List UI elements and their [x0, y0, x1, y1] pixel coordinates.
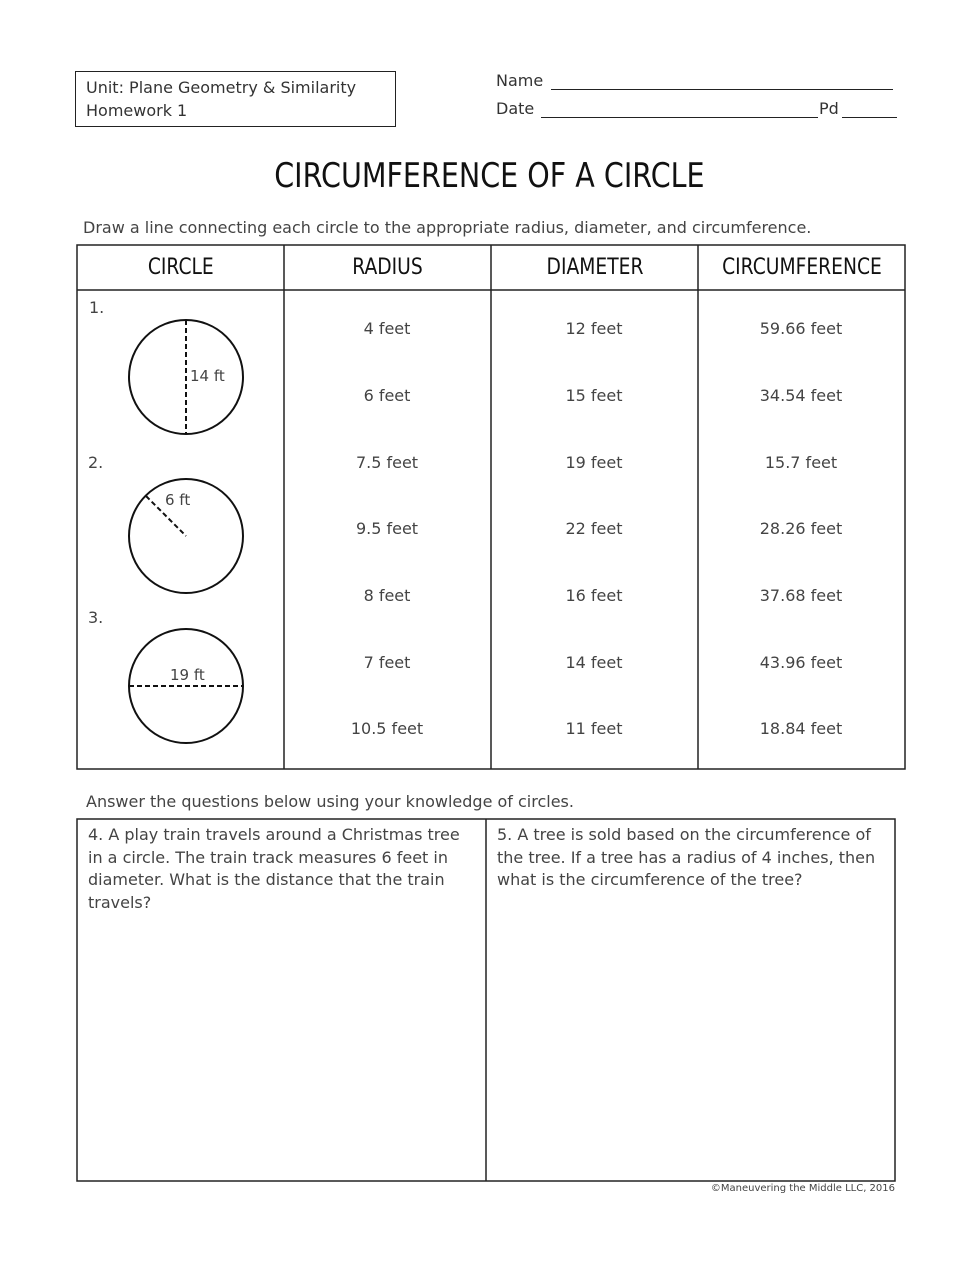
- diameter-option: 12 feet: [565, 319, 623, 338]
- radius-option: 4 feet: [363, 319, 411, 338]
- diameter-option: 19 feet: [565, 453, 623, 472]
- matching-instruction: Draw a line connecting each circle to the appropriate radius, diameter, and circumference.: [83, 218, 812, 237]
- circumference-option: 18.84 feet: [759, 719, 843, 738]
- page-title: CIRCUMFERENCE OF A CIRCLE: [274, 156, 705, 196]
- homework-line: Homework 1: [86, 101, 188, 120]
- diameter-option: 11 feet: [565, 719, 623, 738]
- unit-line: Unit: Plane Geometry & Similarity: [86, 78, 357, 97]
- period-label: Pd: [819, 99, 839, 118]
- circumference-option: 37.68 feet: [759, 586, 843, 605]
- copyright-notice: ©Maneuvering the Middle LLC, 2016: [710, 1183, 895, 1194]
- circumference-option: 34.54 feet: [759, 386, 843, 405]
- diameter-option: 15 feet: [565, 386, 623, 405]
- radius-option: 7 feet: [363, 653, 411, 672]
- circumference-option: 15.7 feet: [764, 453, 838, 472]
- circle-1-number: 1.: [89, 298, 105, 317]
- questions-instruction: Answer the questions below using your knowledge of circles.: [86, 792, 574, 811]
- radius-option: 7.5 feet: [355, 453, 419, 472]
- circle-1-figure: [129, 320, 243, 434]
- circle-3-figure: [129, 629, 243, 743]
- circle-3-number: 3.: [88, 608, 104, 627]
- diameter-option: 14 feet: [565, 653, 623, 672]
- date-label: Date: [496, 99, 535, 118]
- circumference-option: 28.26 feet: [759, 519, 843, 538]
- question-5: 5. A tree is sold based on the circumference of the tree. If a tree has a radius of 4 inches, then what is the circumference of the tree?: [497, 825, 876, 889]
- circle-2-number: 2.: [88, 453, 104, 472]
- radius-option: 10.5 feet: [350, 719, 424, 738]
- circle-2-label: 6 ft: [165, 491, 191, 509]
- radius-option: 8 feet: [363, 586, 411, 605]
- circumference-option: 59.66 feet: [759, 319, 843, 338]
- header-diameter: DIAMETER: [546, 255, 643, 280]
- radius-option: 9.5 feet: [355, 519, 419, 538]
- question-4: 4. A play train travels around a Christmas tree in a circle. The train track measures 6 feet in diameter. What is the distance that the train travels?: [88, 825, 460, 912]
- header-radius: RADIUS: [352, 255, 423, 280]
- circle-1-label: 14 ft: [190, 367, 225, 385]
- diameter-option: 22 feet: [565, 519, 623, 538]
- header-circle: CIRCLE: [147, 255, 214, 280]
- header-circumference: CIRCUMFERENCE: [721, 255, 882, 280]
- radius-option: 6 feet: [363, 386, 411, 405]
- circle-3-label: 19 ft: [170, 666, 205, 684]
- circumference-option: 43.96 feet: [759, 653, 843, 672]
- diameter-option: 16 feet: [565, 586, 623, 605]
- name-label: Name: [496, 71, 544, 90]
